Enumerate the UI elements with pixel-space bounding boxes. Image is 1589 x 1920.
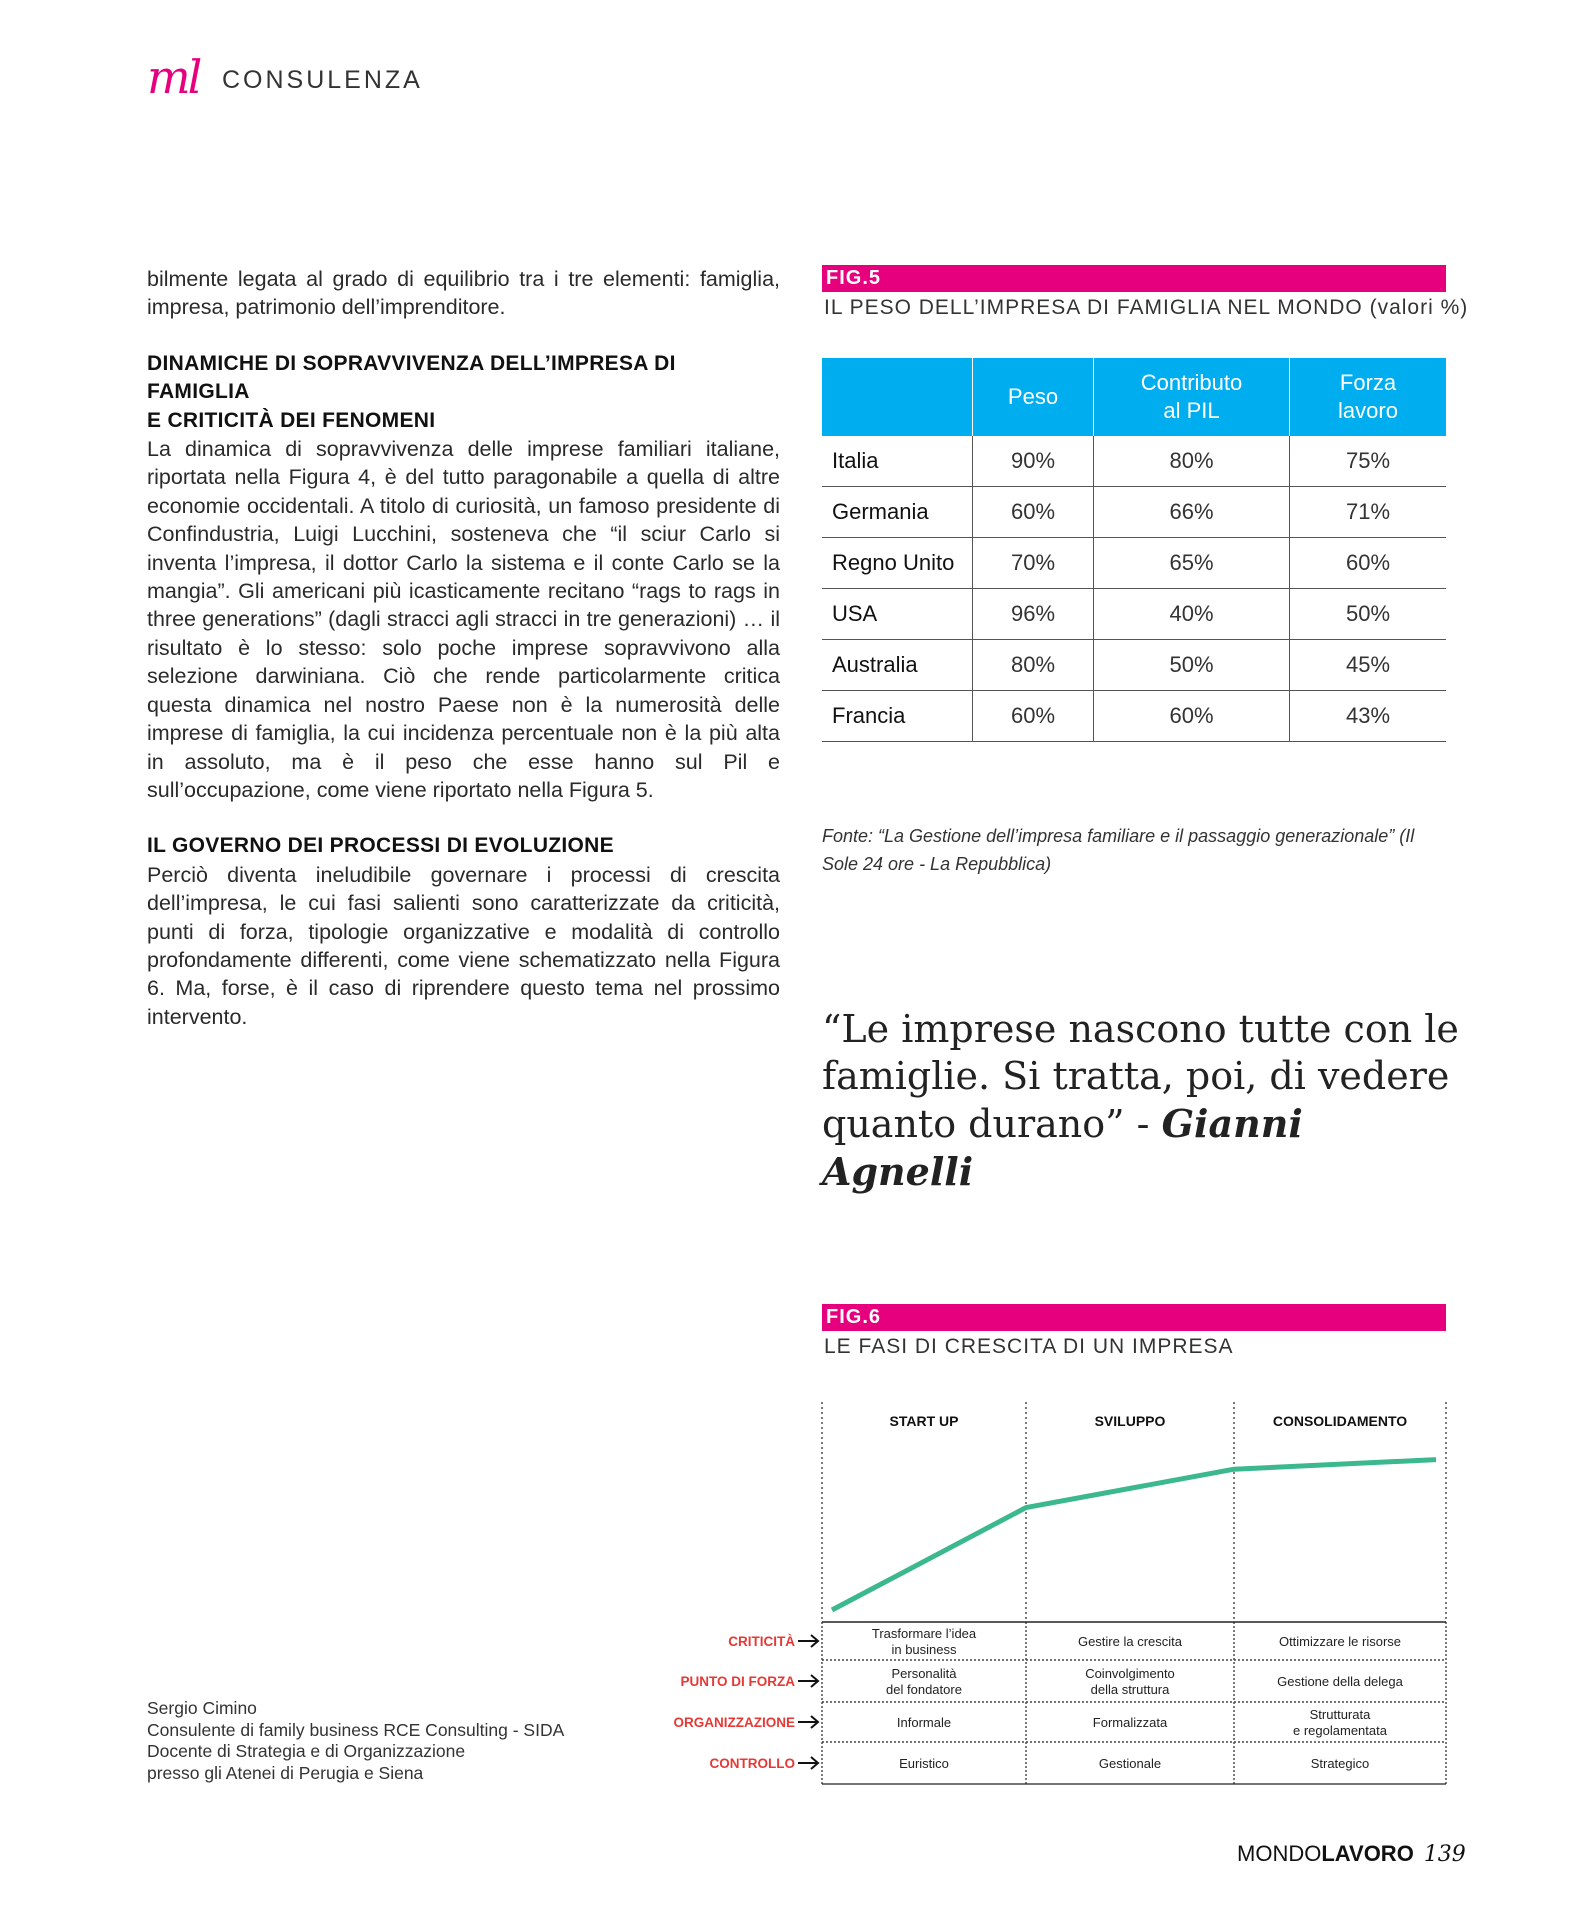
quote-author: Gianni Agnelli (822, 1101, 1303, 1194)
author-name: Sergio Cimino (147, 1698, 257, 1718)
table-cell: Trasformare l’idea in business (871, 1626, 977, 1657)
fig6-title: LE FASI DI CRESCITA DI UN IMPRESA (824, 1335, 1234, 1358)
fig5-row (822, 691, 1446, 742)
fig6-label: FIG.6 (822, 1304, 1446, 1331)
table-cell: Coinvolgimento della struttura (1085, 1666, 1175, 1697)
fig5-cell-lavoro: 75% (1290, 436, 1447, 487)
fig5-col-lavoro-text: Forza lavoro (1338, 370, 1398, 423)
heading-dinamiche-line2: E CRITICITÀ DEI FENOMENI (147, 408, 436, 432)
fig5-col-lavoro (1290, 358, 1447, 436)
fig5-cell-country: Regno Unito (822, 538, 973, 589)
fig5-title: IL PESO DELL’IMPRESA DI FAMIGLIA NEL MONDO (valori %) (824, 296, 1469, 319)
arrow-icon (798, 1757, 818, 1769)
fig5-cell-pil: 65% (1094, 538, 1290, 589)
table-cell: Informale (896, 1715, 952, 1730)
arrow-icon (798, 1716, 818, 1728)
fig5-cell-lavoro: 50% (1290, 589, 1447, 640)
fig5-cell-lavoro: 71% (1290, 487, 1447, 538)
fig5-cell-lavoro: 43% (1290, 691, 1447, 742)
pull-quote (822, 1006, 1462, 1196)
fig5-row (822, 589, 1446, 640)
fig5-cell-pil: 66% (1094, 487, 1290, 538)
page-number: 139 (1423, 1842, 1466, 1867)
fig5-col-peso: Peso (973, 358, 1094, 436)
fig5-label: FIG.5 (822, 265, 1446, 292)
fig5-cell-lavoro: 45% (1290, 640, 1447, 691)
row-label: ORGANIZZAZIONE (673, 1715, 795, 1730)
footer-brand-bold: LAVORO (1321, 1841, 1414, 1866)
fig5-cell-lavoro: 60% (1290, 538, 1447, 589)
fig5-cell-country: USA (822, 589, 973, 640)
fig5-cell-pil: 50% (1094, 640, 1290, 691)
fig5-cell-country: Australia (822, 640, 973, 691)
fig5-col-pil-text: Contributo al PIL (1140, 370, 1243, 423)
heading-dinamiche (147, 350, 780, 435)
arrow-icon (798, 1675, 818, 1687)
fig5-table (822, 358, 1446, 742)
table-cell: Euristico (899, 1756, 949, 1771)
footer-brand-light: MONDO (1237, 1841, 1322, 1866)
fig5-cell-peso: 60% (973, 691, 1094, 742)
fig5-row (822, 538, 1446, 589)
fig5-cell-country: Germania (822, 487, 973, 538)
fig5-cell-pil: 80% (1094, 436, 1290, 487)
phase-title: START UP (889, 1413, 959, 1429)
fig5-cell-peso: 60% (973, 487, 1094, 538)
fig5-cell-country: Francia (822, 691, 973, 742)
fig5-row (822, 487, 1446, 538)
fig6-diagram (660, 1390, 1460, 1790)
quote-text: “Le imprese nascono tutte con le famiglie. Si tratta, poi, di vedere quanto durano” - (822, 1007, 1459, 1146)
author-teaching: Docente di Strategia e di Organizzazione (147, 1741, 466, 1761)
row-label: CONTROLLO (709, 1756, 795, 1771)
fig5-cell-peso: 80% (973, 640, 1094, 691)
fig5-cell-pil: 40% (1094, 589, 1290, 640)
fig5-cell-peso: 90% (973, 436, 1094, 487)
fig5-source: Fonte: “La Gestione dell’impresa familiare e il passaggio generazionale” (Il Sole 24 ore - La Repubblica) (822, 826, 1415, 874)
fig5-cell-pil: 60% (1094, 691, 1290, 742)
phase-title: SVILUPPO (1094, 1413, 1166, 1429)
section-title: CONSULENZA (222, 66, 423, 94)
paragraph-governo: Perciò diventa ineludibile governare i processi di crescita dell’impresa, le cui fasi salienti sono caratterizzate da criticità, punti di forza, tipologie organizzative e modalità di controllo profondamente differenti, come viene schematizzato nella Figura 6. Ma, forse, è il caso di riprendere questo tema nel prossimo intervento. (147, 862, 780, 1029)
fig5-cell-peso: 96% (973, 589, 1094, 640)
fig5-cell-peso: 70% (973, 538, 1094, 589)
heading-dinamiche-line1: DINAMICHE DI SOPRAVVIVENZA DELL’IMPRESA DI FAMIGLIA (147, 351, 676, 404)
fig5-col-country (822, 358, 973, 436)
left-column (147, 265, 780, 1031)
table-cell: Gestire la crescita (1077, 1634, 1183, 1649)
fig5-row (822, 640, 1446, 691)
table-cell: Gestione della delega (1277, 1674, 1403, 1689)
magazine-logo: ml (147, 50, 200, 104)
table-cell: Gestionale (1098, 1756, 1162, 1771)
phase-title: CONSOLIDAMENTO (1272, 1413, 1408, 1429)
growth-curve (832, 1460, 1436, 1610)
heading-governo: IL GOVERNO DEI PROCESSI DI EVOLUZIONE (147, 834, 614, 858)
intro-paragraph: bilmente legata al grado di equilibrio tra i tre elementi: famiglia, impresa, patrimonio dell’imprenditore. (147, 267, 780, 320)
author-university: presso gli Atenei di Perugia e Siena (147, 1762, 424, 1783)
table-cell: Personalità del fondatore (886, 1666, 962, 1697)
arrow-icon (798, 1635, 818, 1647)
author-bio (147, 1698, 564, 1784)
fig5-row (822, 436, 1446, 487)
table-cell: Formalizzata (1092, 1715, 1168, 1730)
author-role: Consulente di family business RCE Consulting - SIDA (147, 1719, 565, 1740)
row-label: PUNTO DI FORZA (680, 1674, 795, 1689)
paragraph-dinamiche: La dinamica di sopravvivenza delle imprese familiari italiane, riportata nella Figura 4, è del tutto paragonabile a quella di altre economie occidentali. A titolo di curiosità, un famoso presidente di Confindustria, Luigi Lucchini, sosteneva che “il sciur Carlo si inventa l’impresa, il dottor Carlo la sistema e il conte Carlo se la mangia”. Gli americani più icasticamente recitano “rags to rags in three generations” (dagli stracci agli stracci in tre generazioni) … il risultato è lo stesso: solo poche imprese sopravvivono alla selezione darwiniana. Ciò che rende particolarmente critica questa dinamica nel nostro Paese non è la numerosità delle imprese di famiglia, la cui incidenza percentuale non è la più alta in assoluto, ma è il peso che esse hanno sul Pil e sull’occupazione, come viene riportato nella Figura 5. (147, 437, 780, 802)
page-footer (1237, 1841, 1466, 1867)
table-cell: Strategico (1310, 1756, 1370, 1771)
table-cell: Strutturata e regolamentata (1293, 1707, 1387, 1738)
table-cell: Ottimizzare le risorse (1278, 1634, 1402, 1649)
row-label: CRITICITÀ (728, 1634, 795, 1649)
fig5-col-pil (1094, 358, 1290, 436)
fig5-cell-country: Italia (822, 436, 973, 487)
fig5-header-row (822, 358, 1446, 436)
